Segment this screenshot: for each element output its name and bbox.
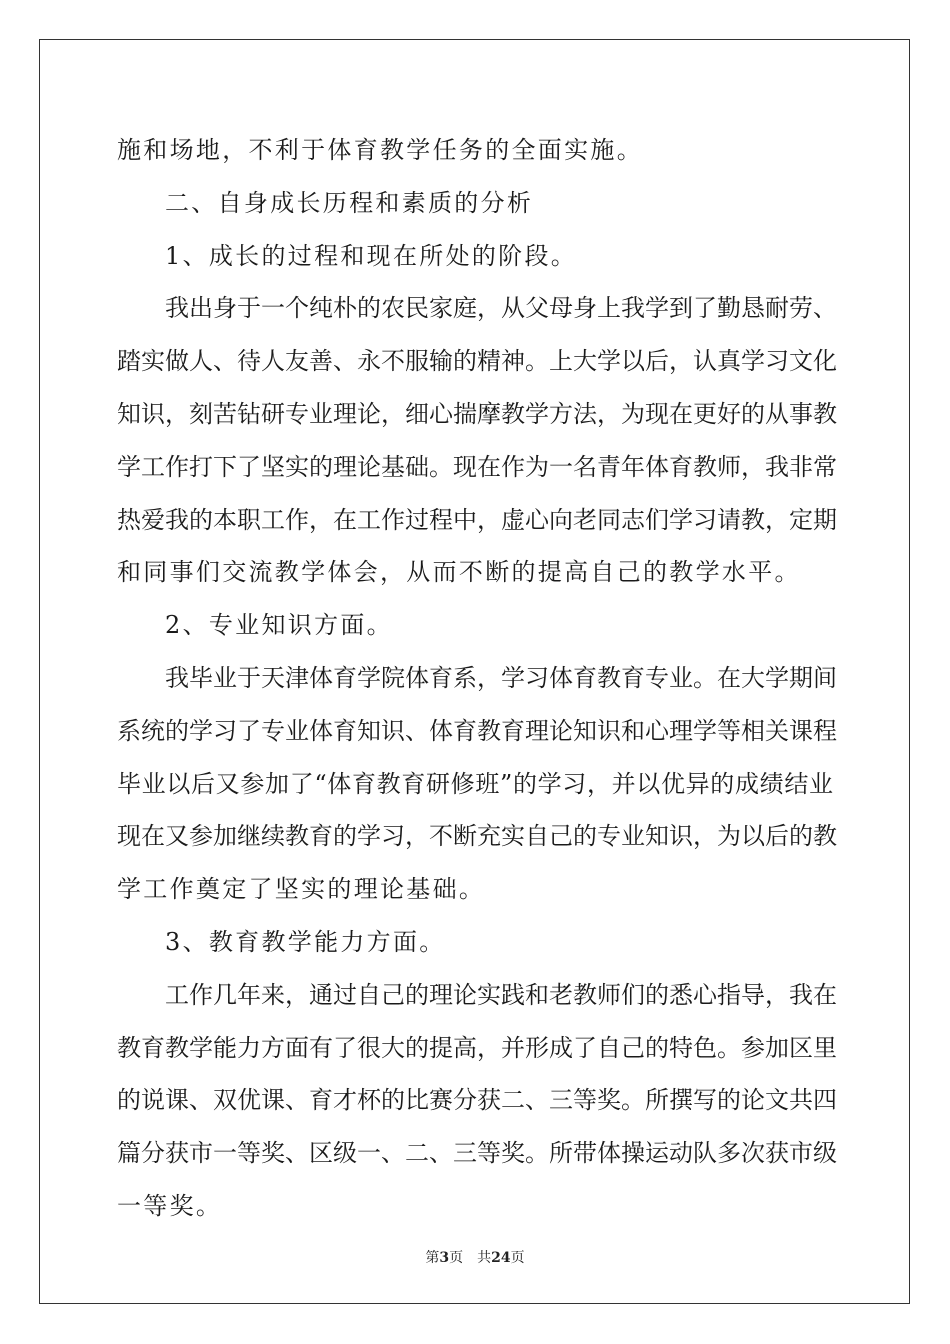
paragraph-line: 系统的学习了专业体育知识、体育教育理论知识和心理学等相关课程	[117, 716, 837, 745]
page-number: 3	[439, 1250, 450, 1266]
paragraph-line: 我出身于一个纯朴的农民家庭，从父母身上我学到了勤恳耐劳、	[165, 294, 837, 323]
paragraph-line: 毕业以后又参加了“体育教育研修班”的学习，并以优异的成绩结业	[117, 769, 833, 798]
paragraph-line: 踏实做人、待人友善、永不服输的精神。上大学以后，认真学习文化	[117, 347, 837, 376]
paragraph-line: 教育教学能力方面有了很大的提高，并形成了自己的特色。参加区里	[117, 1033, 837, 1062]
paragraph-line: 施和场地，不利于体育教学任务的全面实施。	[117, 136, 643, 164]
subsection-heading: 2、专业知识方面。	[165, 611, 393, 640]
subsection-heading: 1、成长的过程和现在所处的阶段。	[165, 241, 578, 270]
page-prefix: 第	[425, 1250, 440, 1266]
page-footer	[0, 1247, 950, 1267]
paragraph-line: 学工作打下了坚实的理论基础。现在作为一名青年体育教师，我非常	[117, 452, 837, 481]
paragraph-line: 知识，刻苦钻研专业理论，细心揣摩教学方法，为现在更好的从事教	[117, 399, 837, 428]
total-suffix: 页	[510, 1250, 525, 1266]
paragraph-line: 篇分获市一等奖、区级一、二、三等奖。所带体操运动队多次获市级	[117, 1139, 837, 1168]
total-prefix: 共	[477, 1250, 492, 1266]
total-pages: 24	[491, 1250, 511, 1266]
document-body	[117, 124, 837, 1233]
subsection-heading: 3、教育教学能力方面。	[165, 927, 446, 956]
paragraph-line: 现在又参加继续教育的学习，不断充实自己的专业知识，为以后的教	[117, 822, 837, 851]
paragraph-line: 一等奖。	[117, 1191, 223, 1220]
paragraph-line: 学工作奠定了坚实的理论基础。	[117, 875, 486, 904]
paragraph-line: 的说课、双优课、育才杯的比赛分获二、三等奖。所撰写的论文共四	[117, 1086, 837, 1115]
paragraph-line: 和同事们交流教学体会，从而不断的提高自己的教学水平。	[117, 558, 801, 587]
paragraph-line: 我毕业于天津体育学院体育系，学习体育教育专业。在大学期间	[165, 663, 837, 692]
section-heading: 二、自身成长历程和素质的分析	[165, 188, 534, 217]
page-suffix: 页	[449, 1250, 464, 1266]
paragraph-line: 热爱我的本职工作，在工作过程中，虚心向老同志们学习请教，定期	[117, 505, 837, 534]
paragraph-line: 工作几年来，通过自己的理论实践和老教师们的悉心指导，我在	[165, 980, 837, 1009]
